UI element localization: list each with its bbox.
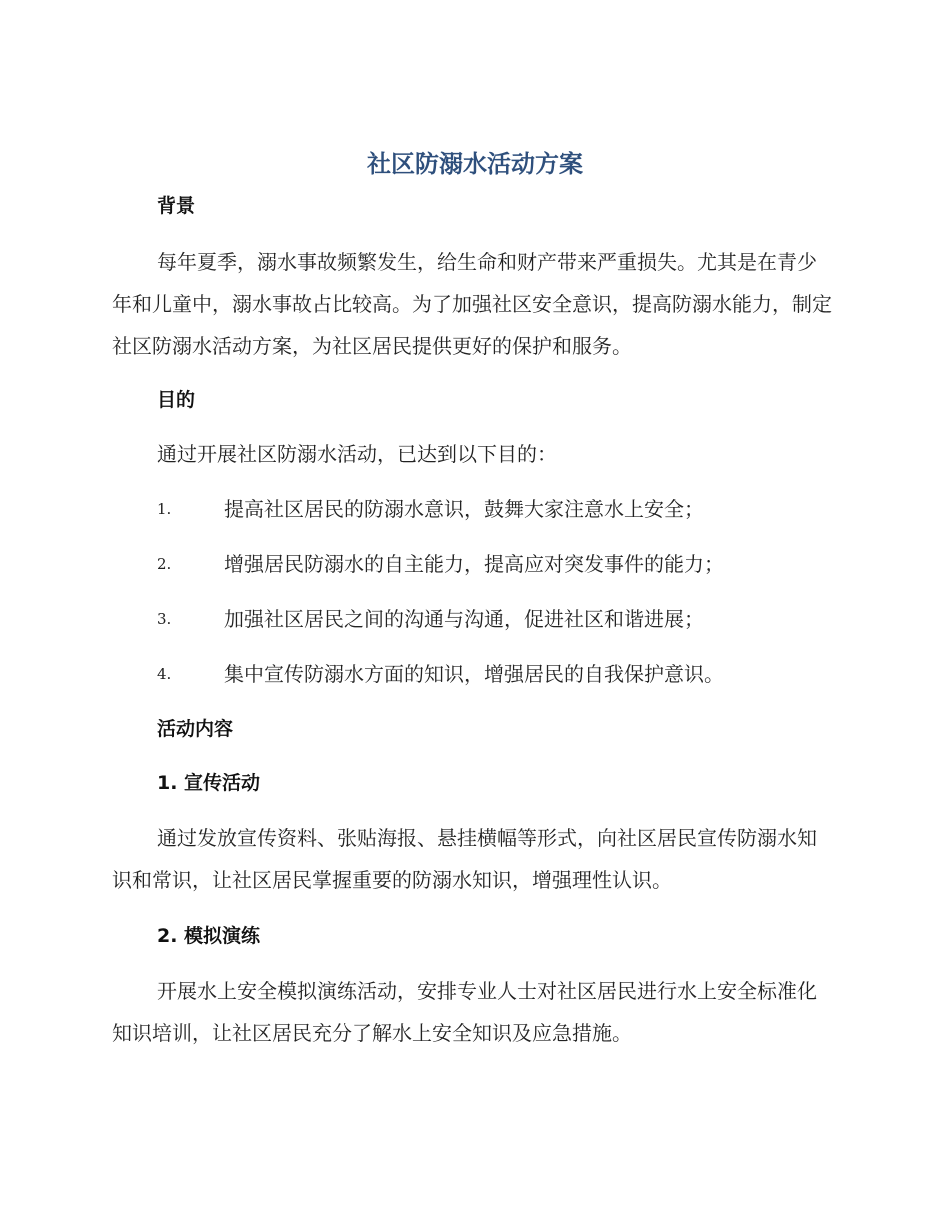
list-item-number: 1. [157, 500, 172, 518]
list-item-text: 提高社区居民的防溺水意识，鼓舞大家注意水上安全； [224, 497, 704, 521]
list-item-text: 增强居民防溺水的自主能力，提高应对突发事件的能力； [224, 552, 724, 576]
list-item [157, 659, 837, 689]
paragraph-publicity: 通过发放宣传资料、张贴海报、悬挂横幅等形式，向社区居民宣传防溺水知识和常识，让社区居民掌握重要的防溺水知识，增强理性认识。 [112, 826, 817, 892]
paragraph-drill: 开展水上安全模拟演练活动，安排专业人士对社区居民进行水上安全标准化知识培训，让社区居民充分了解水上安全知识及应急措施。 [112, 979, 817, 1045]
list-item-text: 加强社区居民之间的沟通与沟通，促进社区和谐进展； [224, 607, 704, 631]
heading-background: 背景 [157, 195, 196, 217]
heading-activity-content: 活动内容 [157, 718, 234, 740]
list-item [157, 604, 837, 634]
heading-purpose: 目的 [157, 389, 196, 411]
list-item-text: 集中宣传防溺水方面的知识，增强居民的自我保护意识。 [224, 662, 724, 686]
list-item-number: 3. [157, 610, 172, 628]
list-item-number: 4. [157, 665, 172, 683]
list-item [157, 494, 837, 524]
list-item-number: 2. [157, 555, 172, 573]
heading-drill: 2. 模拟演练 [157, 925, 261, 947]
list-item [157, 549, 837, 579]
paragraph-background: 每年夏季，溺水事故频繁发生，给生命和财产带来严重损失。尤其是在青少年和儿童中，溺水事故占比较高。为了加强社区安全意识，提高防溺水能力，制定社区防溺水活动方案，为社区居民提供更好的保护和服务。 [112, 250, 832, 358]
document-title: 社区防溺水活动方案 [367, 150, 583, 178]
paragraph-purpose-intro: 通过开展社区防溺水活动，已达到以下目的： [157, 442, 557, 466]
heading-publicity: 1. 宣传活动 [157, 772, 261, 794]
